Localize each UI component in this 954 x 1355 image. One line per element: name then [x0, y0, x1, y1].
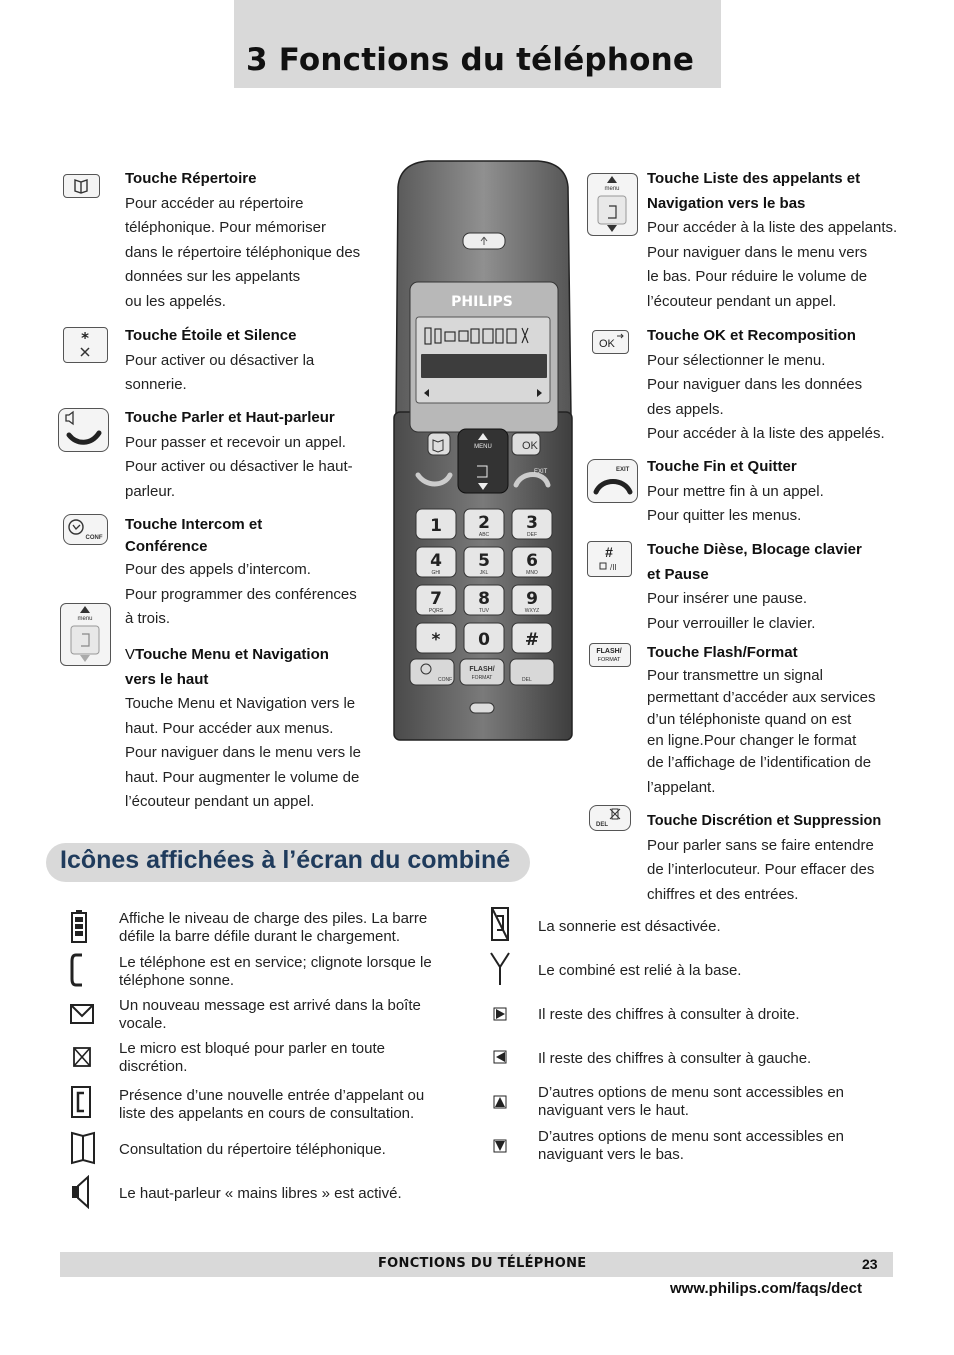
key-title: Touche Discrétion et Suppression: [647, 813, 882, 829]
envelope-icon: [70, 1004, 94, 1024]
icon-desc-line: défile la barre défile durant le chargement.: [119, 927, 401, 945]
icon-desc: [119, 997, 459, 1032]
key-desc-line: permettant d’accéder aux services: [647, 688, 876, 706]
key-desc-line: Pour accéder à la liste des appelants.: [647, 219, 898, 236]
battery-icon: [70, 909, 88, 943]
key-desc-line: Pour naviguer dans les données: [647, 376, 863, 393]
svg-text:#: #: [605, 544, 613, 560]
icon-desc: [538, 1084, 878, 1119]
key-desc-line: chiffres et des entrées.: [647, 885, 799, 903]
key-desc-line: Pour des appels d’intercom.: [125, 561, 311, 578]
key-title-prefix: V: [125, 646, 136, 663]
antenna-icon: [489, 951, 511, 987]
key-title: Touche Répertoire: [125, 170, 257, 187]
phone-key-digit: 6: [526, 551, 538, 571]
footer-title: FONCTIONS DU TÉLÉPHONE: [378, 1256, 587, 1271]
key-desc-menu: [125, 643, 380, 815]
key-desc-end: [647, 455, 907, 529]
key-desc-line: de l’affichage de l’identification de: [647, 754, 872, 772]
svg-text:*: *: [81, 329, 89, 347]
menu-up-key-icon: [60, 603, 111, 666]
key-title: Touche Intercom et: [125, 516, 263, 533]
phonebook-icon: [70, 1131, 96, 1165]
handset-icon: [70, 953, 86, 987]
key-desc-line: l’écouteur pendant un appel.: [647, 292, 837, 310]
key-desc-line: Pour activer ou désactiver le haut-: [125, 458, 353, 475]
key-desc-callers: [647, 167, 907, 314]
key-desc-line: Pour accéder à la liste des appelés.: [647, 425, 885, 442]
footer-url: www.philips.com/faqs/dect: [670, 1280, 862, 1297]
icon-desc: [119, 1185, 459, 1203]
icon-desc-line: Un nouveau message est arrivé dans la boîte: [119, 997, 421, 1014]
key-desc-line: données sur les appelants: [125, 268, 301, 285]
key-title: Touche Fin et Quitter: [647, 458, 797, 475]
key-desc-line: Pour quitter les menus.: [647, 507, 802, 524]
key-title: Touche OK et Recomposition: [647, 327, 856, 344]
phone-key-digit: 9: [526, 589, 538, 609]
icon-desc: [119, 954, 459, 989]
arrow-left-icon: [493, 1050, 507, 1064]
speaker-icon: [70, 1175, 92, 1209]
key-desc-line: à trois.: [125, 610, 171, 627]
icon-desc: [119, 1087, 459, 1122]
key-desc-line: Pour sélectionner le menu.: [647, 351, 826, 369]
key-desc-line: sonnerie.: [125, 376, 187, 393]
key-desc-mute: [647, 809, 907, 907]
flash-label: FLASH/: [596, 648, 622, 655]
key-desc-line: Touche Menu et Navigation vers le: [125, 695, 356, 712]
conf-label: CONF: [85, 535, 103, 541]
icon-desc-line: Présence d’une nouvelle entrée d’appelant ou: [119, 1087, 425, 1104]
flash-format-key-icon: [589, 643, 631, 667]
key-desc-line: des appels.: [647, 400, 724, 418]
phone-key-letters: WXYZ: [524, 608, 540, 614]
phone-key-digit: #: [524, 630, 540, 650]
phone-key-letters: DEF: [527, 532, 537, 538]
handset-illustration: [388, 157, 578, 741]
icon-desc-line: Il reste des chiffres à consulter à gauche.: [538, 1050, 812, 1067]
end-exit-key-icon: [587, 459, 638, 503]
icon-desc-line: Le haut-parleur « mains libres » est activé.: [119, 1185, 402, 1202]
key-desc-line: d’un téléphoniste quand on est: [647, 710, 852, 728]
icon-desc: [538, 1128, 878, 1163]
icon-desc: [119, 1141, 459, 1159]
mute-icon: [72, 1046, 92, 1068]
phone-format-label: FORMAT: [471, 675, 493, 681]
phone-flash-label: FLASH/: [469, 666, 495, 673]
icon-desc-line: naviguant vers le haut.: [538, 1101, 689, 1119]
phone-key-digit: 2: [478, 513, 490, 533]
key-desc-hash: [647, 538, 907, 636]
key-desc-line: Pour naviguer dans le menu vers: [647, 243, 868, 261]
key-desc-line: l’écouteur pendant un appel.: [125, 793, 315, 810]
icon-desc-line: Il reste des chiffres à consulter à droite.: [538, 1006, 800, 1023]
key-title: Touche Menu et Navigation: [135, 646, 329, 663]
key-title: vers le haut: [125, 670, 209, 688]
key-title: Touche Parler et Haut-parleur: [125, 409, 335, 426]
icon-desc-line: Le combiné est relié à la base.: [538, 962, 742, 979]
phone-key-digit: 0: [478, 630, 490, 650]
menu-label: menu: [77, 616, 93, 622]
star-silence-key-icon: [63, 327, 108, 363]
ok-label: OK: [599, 338, 615, 350]
key-desc-line: Pour activer ou désactiver la: [125, 351, 315, 369]
key-desc-line: dans le répertoire téléphonique des: [125, 243, 361, 261]
section-title: Icônes affichées à l’écran du combiné: [60, 846, 511, 874]
chapter-title: 3 Fonctions du téléphone: [246, 42, 695, 78]
phone-key-digit: *: [431, 630, 441, 650]
key-desc-line: Pour passer et recevoir un appel.: [125, 433, 346, 451]
icon-desc-line: Le micro est bloqué pour parler en toute: [119, 1040, 385, 1057]
phone-key-digit: 7: [430, 589, 442, 609]
key-desc-line: Pour accéder au répertoire: [125, 194, 304, 212]
arrow-up-icon: [493, 1095, 507, 1109]
key-title: Touche Étoile et Silence: [125, 327, 297, 344]
phone-key-digit: 8: [478, 589, 490, 609]
icon-desc-line: téléphone sonne.: [119, 971, 235, 989]
callers-down-key-icon: [587, 173, 638, 236]
key-desc-line: Pour transmettre un signal: [647, 667, 823, 684]
talk-speaker-key-icon: [58, 408, 109, 452]
icon-desc-line: Le téléphone est en service; clignote lorsque le: [119, 954, 432, 971]
mute-delete-key-icon: [589, 805, 631, 831]
icon-desc: [538, 962, 878, 980]
phone-key-letters: JKL: [479, 570, 489, 576]
key-desc-line: téléphonique. Pour mémoriser: [125, 219, 326, 236]
phone-key-letters: MNO: [526, 570, 538, 576]
key-desc-intercom: [125, 514, 380, 632]
phone-key-digit: 3: [526, 513, 538, 533]
icon-desc: [538, 918, 878, 936]
exit-label: EXIT: [616, 467, 630, 473]
key-desc-flash: [647, 641, 907, 802]
icon-desc-line: Affiche le niveau de charge des piles. La barre: [119, 910, 428, 927]
icon-desc-line: D’autres options de menu sont accessibles en: [538, 1084, 845, 1101]
phonebook-key-icon: [63, 174, 100, 198]
icon-desc-line: discrétion.: [119, 1057, 188, 1075]
phone-brand: PHILIPS: [451, 294, 513, 310]
icon-desc: [119, 910, 459, 945]
phone-key-letters: GHI: [431, 570, 441, 576]
page-number: 23: [862, 1256, 878, 1272]
phone-exit-label: EXIT: [534, 469, 548, 475]
phone-key-digit: 4: [430, 551, 442, 571]
phone-key-letters: PQRS: [428, 608, 444, 614]
phone-key-letters: ABC: [478, 532, 490, 538]
key-desc-line: de l’interlocuteur. Pour effacer des: [647, 861, 875, 878]
key-title: Navigation vers le bas: [647, 194, 806, 212]
key-title: Conférence: [125, 538, 208, 555]
phone-ok-label: OK: [522, 440, 538, 452]
icon-desc-line: La sonnerie est désactivée.: [538, 918, 721, 935]
arrow-right-icon: [493, 1007, 507, 1021]
icon-desc-line: liste des appelants en cours de consultation.: [119, 1104, 415, 1122]
key-desc-line: le bas. Pour réduire le volume de: [647, 268, 868, 285]
icon-desc-line: naviguant vers le bas.: [538, 1145, 684, 1163]
intercom-conf-key-icon: [63, 514, 108, 545]
key-desc-line: Pour verrouiller le clavier.: [647, 614, 816, 632]
icon-desc: [119, 1040, 459, 1075]
key-desc-line: haut. Pour accéder aux menus.: [125, 719, 334, 737]
key-desc-talk: [125, 406, 380, 504]
phone-conf-label: CONF: [438, 677, 453, 683]
arrow-down-icon: [493, 1139, 507, 1153]
key-title: et Pause: [647, 565, 709, 583]
icon-desc: [538, 1006, 878, 1024]
ringer-off-icon: [489, 906, 511, 942]
key-desc-line: en ligne.Pour changer le format: [647, 732, 857, 750]
ok-redial-key-icon: [592, 330, 629, 354]
phone-menu-label: MENU: [474, 444, 492, 450]
icon-desc-line: Consultation du répertoire téléphonique.: [119, 1141, 386, 1158]
svg-text:/II: /II: [610, 563, 617, 572]
key-desc-line: ou les appelés.: [125, 292, 226, 310]
key-desc-line: Pour parler sans se faire entendre: [647, 836, 874, 854]
key-desc-star: [125, 324, 380, 398]
phone-key-digit: 5: [478, 551, 490, 571]
call-list-icon: [70, 1085, 94, 1119]
key-desc-line: l’appelant.: [647, 778, 716, 796]
key-title: Touche Flash/Format: [647, 644, 798, 661]
key-desc-line: Pour insérer une pause.: [647, 590, 808, 607]
menu-label: menu: [604, 186, 620, 192]
icon-desc-line: D’autres options de menu sont accessibles en: [538, 1128, 845, 1145]
key-desc-line: haut. Pour augmenter le volume de: [125, 768, 360, 786]
key-desc-line: Pour mettre fin à un appel.: [647, 482, 824, 500]
key-desc-phonebook: [125, 167, 380, 314]
phone-key-letters: TUV: [479, 608, 489, 614]
hash-lock-key-icon: [587, 541, 632, 577]
key-desc-line: Pour naviguer dans le menu vers le: [125, 744, 361, 761]
phone-key-digit: 1: [430, 516, 442, 536]
phone-del-label: DEL: [522, 677, 532, 683]
format-label: FORMAT: [597, 657, 621, 663]
icon-desc-line: vocale.: [119, 1014, 167, 1032]
key-title: Touche Liste des appelants et: [647, 170, 861, 187]
del-label: DEL: [596, 822, 608, 828]
key-desc-line: parleur.: [125, 482, 176, 500]
key-desc-ok: [647, 324, 907, 447]
key-desc-line: Pour programmer des conférences: [125, 585, 357, 603]
icon-desc: [538, 1050, 878, 1068]
key-title: Touche Dièse, Blocage clavier: [647, 541, 862, 558]
